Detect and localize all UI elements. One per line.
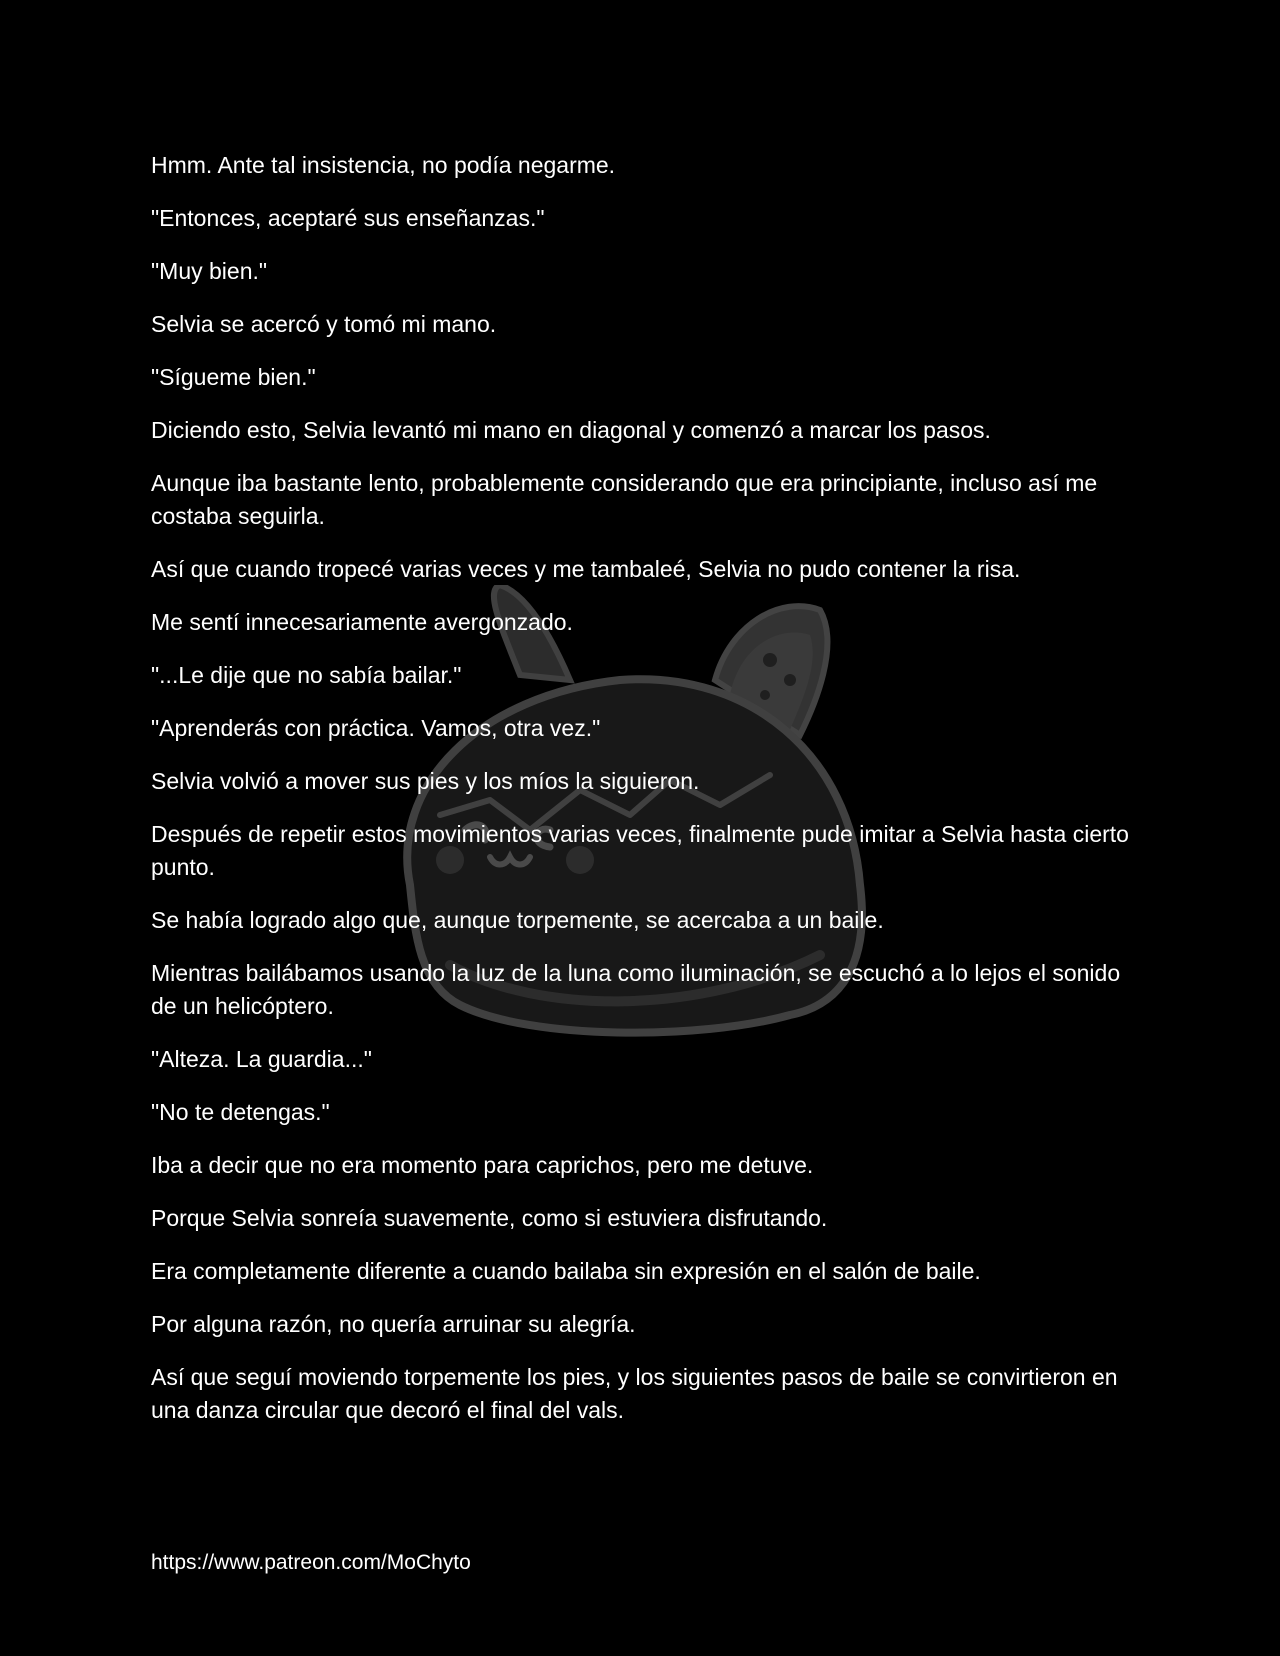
document-body [151,149,1151,1447]
paragraph: Porque Selvia sonreía suavemente, como si estuviera disfrutando. [151,1205,828,1231]
paragraph: Mientras bailábamos usando la luz de la luna como iluminación, se escuchó a lo lejos el sonido de un helicóptero. [151,960,1121,1019]
paragraph: "Entonces, aceptaré sus enseñanzas." [151,205,545,231]
paragraph: Iba a decir que no era momento para caprichos, pero me detuve. [151,1152,814,1178]
paragraph: "No te detengas." [151,1099,330,1125]
paragraph: "...Le dije que no sabía bailar." [151,662,462,688]
paragraph: Hmm. Ante tal insistencia, no podía negarme. [151,152,616,178]
paragraph: Me sentí innecesariamente avergonzado. [151,609,573,635]
paragraph: Así que cuando tropecé varias veces y me tambaleé, Selvia no pudo contener la risa. [151,556,1021,582]
paragraph: Aunque iba bastante lento, probablemente considerando que era principiante, incluso así me costaba seguirla. [151,470,1098,529]
paragraph: Era completamente diferente a cuando bailaba sin expresión en el salón de baile. [151,1258,981,1284]
paragraph: Selvia volvió a mover sus pies y los míos la siguieron. [151,768,700,794]
paragraph: "Muy bien." [151,258,268,284]
paragraph: "Sígueme bien." [151,364,316,390]
paragraph: Así que seguí moviendo torpemente los pies, y los siguientes pasos de baile se convirtieron en una danza circular que decoró el final del vals. [151,1364,1118,1423]
paragraph: Selvia se acercó y tomó mi mano. [151,311,497,337]
paragraph: "Alteza. La guardia..." [151,1046,372,1072]
paragraph: Por alguna razón, no quería arruinar su alegría. [151,1311,636,1337]
paragraph: Después de repetir estos movimientos varias veces, finalmente pude imitar a Selvia hasta cierto punto. [151,821,1129,880]
paragraph: Se había logrado algo que, aunque torpemente, se acercaba a un baile. [151,907,884,933]
paragraph: "Aprenderás con práctica. Vamos, otra vez." [151,715,601,741]
patreon-link[interactable]: https://www.patreon.com/MoChyto [151,1551,471,1574]
paragraph: Diciendo esto, Selvia levantó mi mano en diagonal y comenzó a marcar los pasos. [151,417,991,443]
